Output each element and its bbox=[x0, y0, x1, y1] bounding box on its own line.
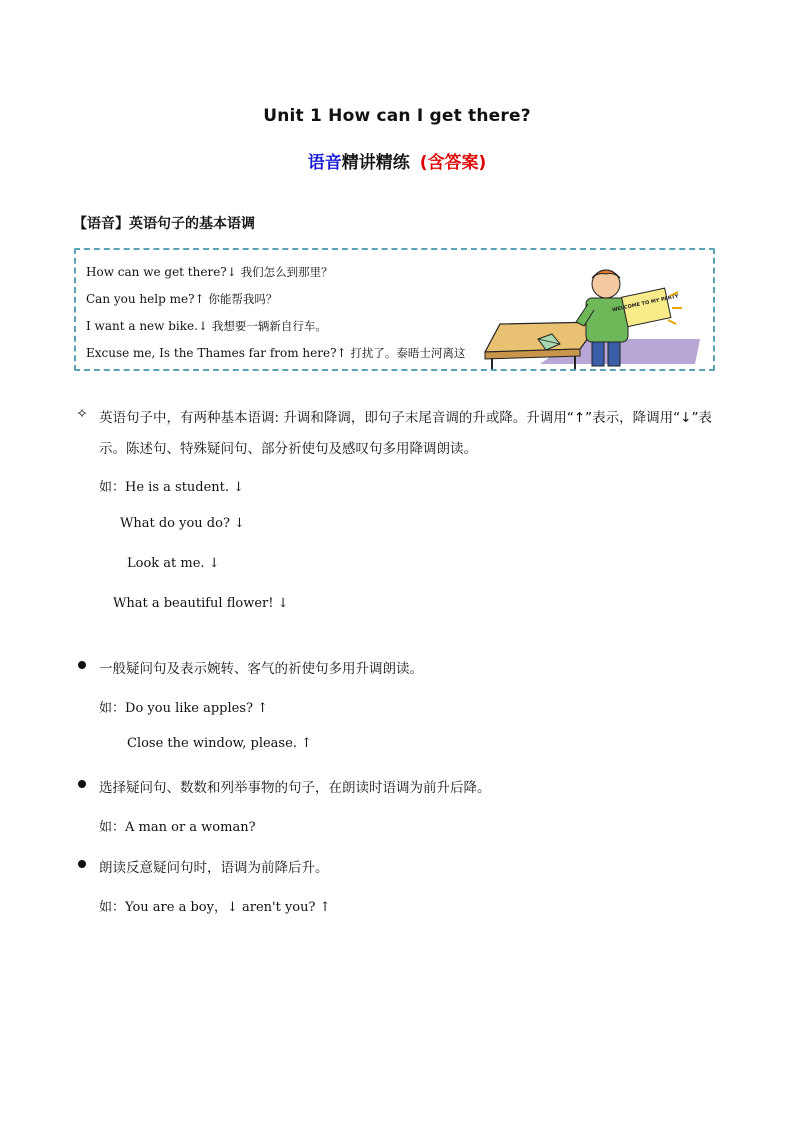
example-sentence bbox=[99, 816, 256, 835]
box-line-cn: 打扰了。泰晤士河离这 bbox=[350, 346, 466, 360]
box-line bbox=[86, 291, 277, 307]
section-heading: 【语音】英语句子的基本语调 bbox=[73, 216, 255, 232]
box-line-cn: 我们怎么到那里？ bbox=[240, 265, 333, 279]
bullet-text-continued: 示。陈述句、特殊疑问句、部分祈使句及感叹句多用降调朗读。 bbox=[99, 441, 477, 457]
bullet-dot-icon bbox=[75, 657, 89, 673]
bullet-text: 英语句子中，有两种基本语调: 升调和降调，即句子末尾音调的升或降。升调用“↑”表示，降调用“↓”表 bbox=[99, 410, 712, 426]
box-line bbox=[86, 264, 333, 280]
diamond-star-icon: ✧ bbox=[76, 406, 88, 422]
example-sentence bbox=[99, 896, 331, 915]
box-line-cn: 我想要一辆新自行车。 bbox=[211, 319, 327, 333]
subtitle-answers: (含答案) bbox=[419, 153, 487, 173]
box-line-en: Can you help me?↑ bbox=[86, 292, 205, 306]
example-prefix: 如： bbox=[99, 820, 126, 835]
box-line-en: I want a new bike.↓ bbox=[86, 319, 208, 333]
example-sentence bbox=[127, 736, 312, 751]
example-text: What a beautiful flower! ↓ bbox=[113, 596, 289, 611]
bullet-dot-icon bbox=[75, 776, 89, 792]
bullet-dot-icon bbox=[75, 856, 89, 872]
box-line bbox=[86, 318, 327, 334]
box-line-en: How can we get there?↓ bbox=[86, 265, 237, 279]
page-title: Unit 1 How can I get there? bbox=[263, 106, 531, 126]
box-line bbox=[86, 345, 465, 361]
example-text: He is a student. ↓ bbox=[125, 480, 245, 495]
box-line-en: Excuse me, Is the Thames far from here?↑ bbox=[86, 346, 347, 360]
example-text: You are a boy，↓ aren't you? ↑ bbox=[125, 900, 331, 915]
bullet-text: 朗读反意疑问句时，语调为前降后升。 bbox=[99, 860, 329, 876]
example-text: Close the window, please. ↑ bbox=[127, 736, 312, 751]
example-text: Look at me. ↓ bbox=[127, 556, 220, 571]
example-prefix: 如： bbox=[99, 480, 126, 495]
example-sentence bbox=[120, 516, 245, 531]
subtitle-practice: 精讲精练 bbox=[341, 153, 410, 173]
sign-text: WELCOME TO MY PARTY bbox=[611, 293, 680, 314]
example-text: Do you like apples? ↑ bbox=[125, 701, 269, 716]
example-sentence bbox=[127, 556, 220, 571]
example-sentence bbox=[99, 476, 244, 495]
boy-with-sign-illustration bbox=[480, 264, 700, 369]
example-text: What do you do? ↓ bbox=[120, 516, 245, 531]
page-subtitle bbox=[0, 148, 794, 173]
example-text: A man or a woman? bbox=[125, 820, 256, 835]
example-sentence bbox=[99, 697, 268, 716]
box-line-cn: 你能帮我吗？ bbox=[208, 292, 278, 306]
subtitle-phonetics: 语音 bbox=[307, 153, 342, 173]
example-prefix: 如： bbox=[99, 701, 126, 716]
bullet-text: 一般疑问句及表示婉转、客气的祈使句多用升调朗读。 bbox=[99, 661, 423, 677]
example-sentence bbox=[113, 596, 289, 611]
bullet-text: 选择疑问句、数数和列举事物的句子，在朗读时语调为前升后降。 bbox=[99, 780, 491, 796]
example-prefix: 如： bbox=[99, 900, 126, 915]
